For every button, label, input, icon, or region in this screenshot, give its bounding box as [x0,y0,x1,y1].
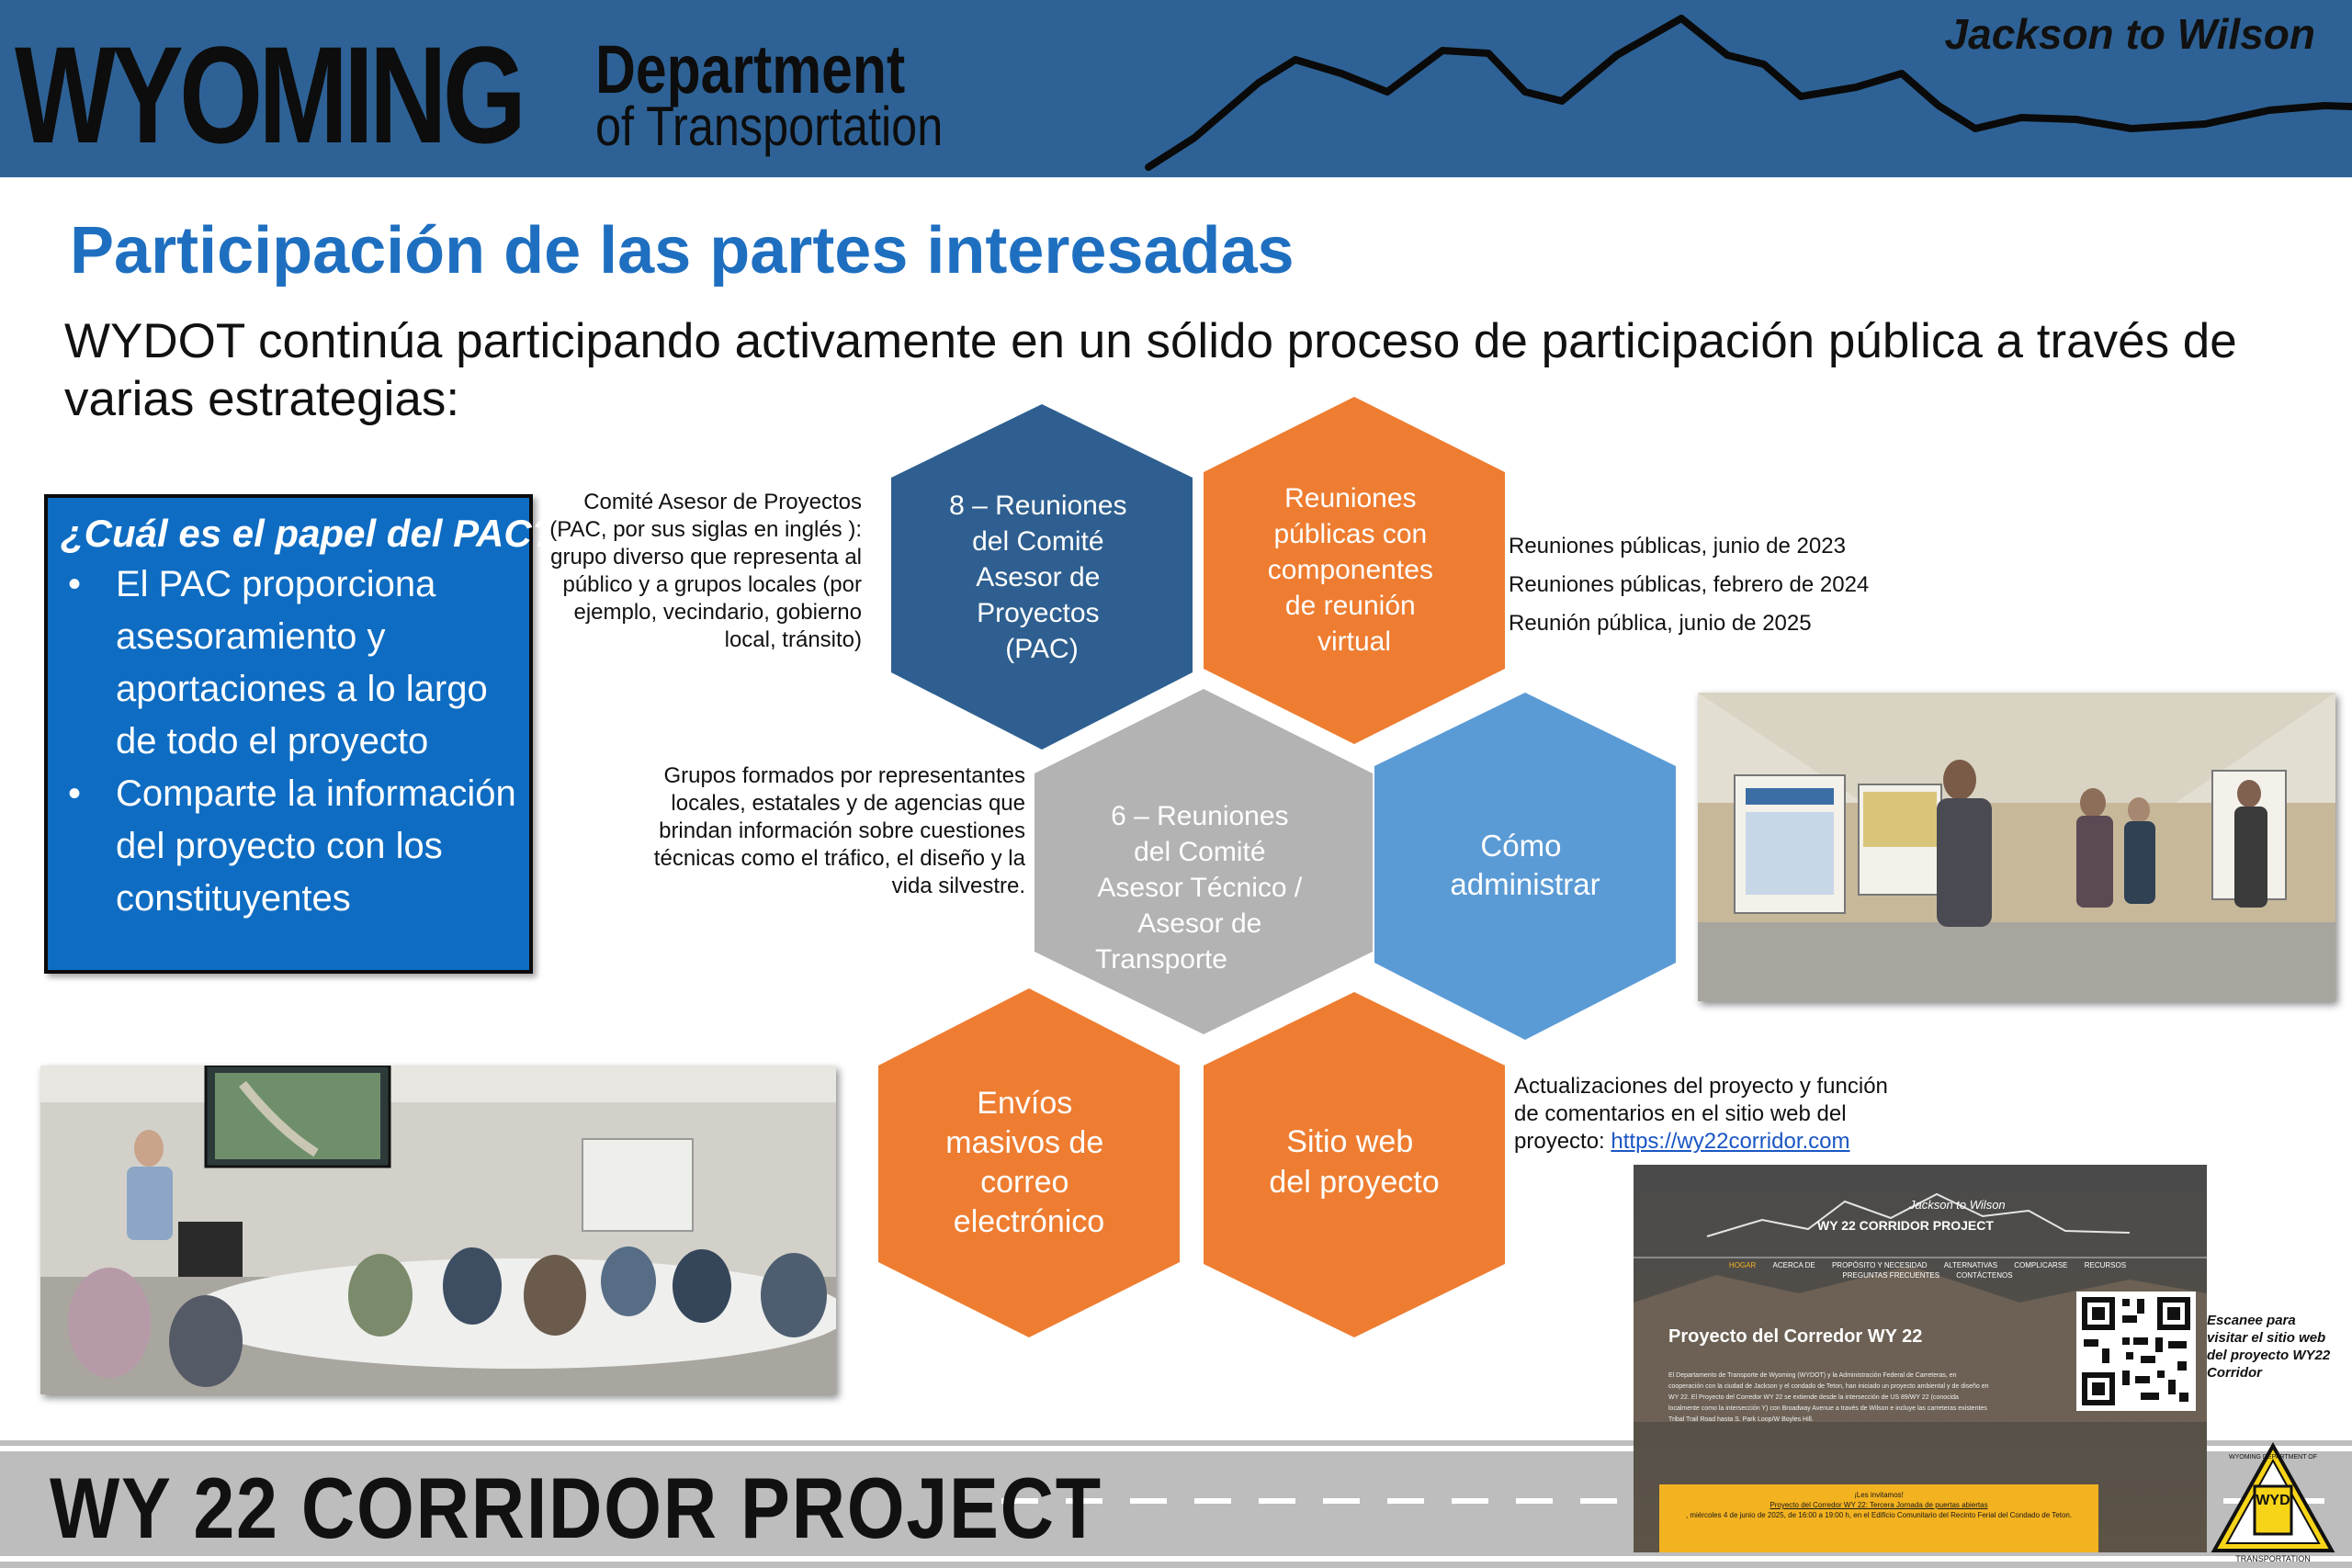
website-nav-item[interactable]: COMPLICARSE [2014,1261,2068,1269]
hex-line: administrar [1450,867,1600,901]
meeting-item: Reuniones públicas, junio de 2023 [1509,534,1846,558]
logo-department-text: Department [595,31,906,107]
hex-line: Transporte [1095,944,1227,975]
hex-line: Proyectos [977,598,1100,628]
website-nav-item[interactable]: CONTÁCTENOS [1956,1271,2013,1280]
hex-line: Envíos [977,1086,1073,1121]
website-nav-item[interactable]: ALTERNATIVAS [1943,1261,1998,1269]
logo-transportation-text: of Transportation [595,96,944,157]
hex-line: del Comité [972,526,1104,557]
header-tagline: Jackson to Wilson [1944,10,2315,58]
banner-line: , miércoles 4 de junio de 2025, de 16:00 a 19:00 h, en el Edificio Comunitario del Recinto Ferial del Condado de Teton. [1685,1511,2073,1519]
hex-line: masivos de [945,1125,1104,1160]
bullet-dot-icon: • [68,773,82,814]
banner-line: Proyecto del Corredor WY 22: Tercera Jornada de puertas abiertas [1770,1501,1988,1509]
hex-line: Sitio web [1286,1124,1414,1159]
website-tagline: Jackson to Wilson [1909,1198,2006,1212]
website-nav-item[interactable]: RECURSOS [2084,1261,2127,1269]
pac-bullet-text: El PAC proporciona asesoramiento y aportaciones a lo largo de todo el proyecto [116,564,488,761]
wydot-emblem-icon [2209,1440,2337,1565]
bullet-dot-icon: • [68,564,82,604]
hex-line: correo [980,1165,1069,1200]
emblem-letters: WYD [2256,1493,2290,1508]
hex-line: Cómo [1480,829,1562,863]
hex-line: Reuniones [1284,483,1417,513]
pac-note: Comité Asesor de Proyectos (PAC, por sus siglas en inglés ): grupo diverso que representa al público y a grupos locales (por ejemplo, vecindario, gobierno local, tránsito) [549,490,862,652]
hex-line: Asesor de [976,562,1101,592]
hex-line: 6 – Reuniones [1111,801,1289,831]
website-body-text: El Departamento de Transporte de Wyoming (WYDOT) y la Administración Federal de Carreteras, en cooperación con la ciudad de Jackson y el condado de Teton, han iniciado un proyecto ambiental y de diseño en WY 22. El Proyecto del Corredor WY 22 se extiende desde la intersección de US 89/WY 22 (conocida localmente como la intersección Y) con Broadway Avenue a través de Wilson e incluye las carreteras existentes Tribal Trail Road hasta S. Park Loop/W Boyles Hill. [1668,1372,1989,1423]
website-nav [1689,1260,2166,1280]
hex-line: públicas con [1273,519,1428,549]
website-event-banner[interactable] [1659,1484,2098,1552]
intro-text: WYDOT continúa participando activamente en un sólido proceso de participación pública a través de varias estrategias: [64,314,2237,426]
pac-bullet-text: Comparte la información del proyecto con los constituyentes [116,773,516,919]
meeting-item: Reunión pública, junio de 2025 [1509,611,1812,636]
hex-line: componentes [1267,555,1433,585]
footer-title: WY 22 CORRIDOR PROJECT [50,1460,1102,1556]
hex-line: 8 – Reuniones [949,491,1127,521]
hex-line: Asesor de [1137,908,1262,939]
tac-note: Grupos formados por representantes locales, estatales y de agencias que brindan información sobre cuestiones técnicas como el tráfico, el diseño y la vida silvestre. [653,763,1025,898]
logo-wyoming-wordmark: WYOMING [15,17,523,172]
website-note-text: Actualizaciones del proyecto y función de comentarios en el sitio web del proyecto: [1514,1074,1888,1154]
qr-caption: Escanee para visitar el sitio web del proyecto WY22 Corridor [2207,1313,2331,1381]
hex-line: (PAC) [1005,634,1079,664]
website-brand: WY 22 CORRIDOR PROJECT [1817,1218,1994,1233]
emblem-top-text: WYOMING DEPARTMENT OF [2228,1454,2318,1461]
website-nav-item[interactable]: PROPÓSITO Y NECESIDAD [1831,1261,1928,1269]
website-link[interactable]: https://wy22corridor.com [1611,1129,1850,1154]
website-heading: Proyecto del Corredor WY 22 [1668,1326,1923,1347]
photo-illustration [1698,693,2335,1001]
banner-line: ¡Les invitamos! [1854,1491,1904,1499]
hex-line: Asesor Técnico / [1097,873,1303,903]
qr-code-icon[interactable] [2076,1292,2196,1411]
meeting-item: Reuniones públicas, febrero de 2024 [1509,572,1870,597]
emblem-bottom-text: TRANSPORTATION [2235,1554,2311,1563]
photo-illustration [40,1066,836,1394]
hex-line: electrónico [953,1204,1105,1239]
hex-line: del Comité [1134,837,1266,867]
pac-role-question: ¿Cuál es el papel del PAC? [61,512,556,555]
public-meeting-photo [1698,693,2335,1001]
hexagon-how-to-manage [1374,693,1676,1040]
hex-line: de reunión [1284,591,1416,621]
website-nav-item[interactable]: HOGAR [1728,1261,1757,1269]
website-screenshot [1634,1165,2207,1552]
hex-line: virtual [1317,626,1392,657]
hexagon-email [878,988,1180,1337]
hex-line: del proyecto [1269,1165,1440,1200]
pac-meeting-photo [40,1066,836,1394]
website-nav-item[interactable]: PREGUNTAS FRECUENTES [1842,1271,1940,1280]
page-title: Participación de las partes interesadas [70,214,1295,288]
website-nav-item[interactable]: ACERCA DE [1772,1261,1815,1269]
